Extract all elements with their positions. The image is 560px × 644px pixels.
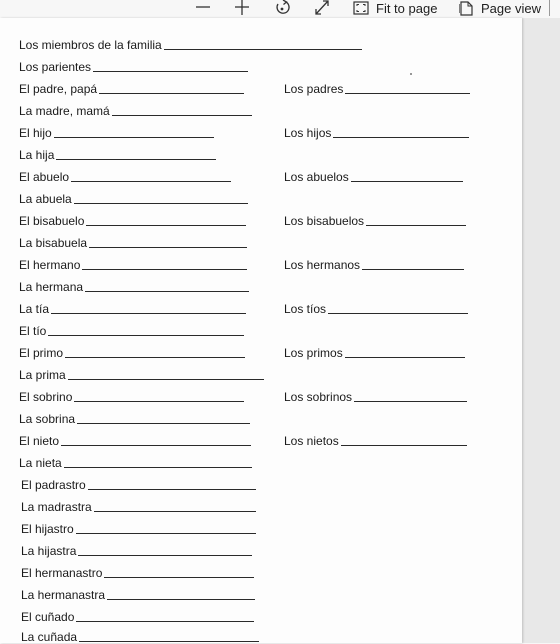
worksheet-term: La nieta bbox=[19, 456, 62, 470]
worksheet-row-right bbox=[284, 342, 465, 360]
worksheet-row-right bbox=[284, 78, 470, 96]
worksheet-term: El abuelo bbox=[19, 170, 70, 184]
fit-to-page-label: Fit to page bbox=[376, 0, 438, 16]
worksheet-row-right bbox=[284, 122, 469, 140]
worksheet-row-left bbox=[21, 584, 255, 602]
answer-blank[interactable] bbox=[86, 225, 246, 226]
worksheet-term: El padrastro bbox=[21, 478, 86, 492]
answer-blank[interactable] bbox=[56, 159, 216, 160]
answer-blank[interactable] bbox=[328, 313, 468, 314]
worksheet-term: El bisabuelo bbox=[19, 214, 85, 228]
answer-blank[interactable] bbox=[76, 621, 254, 622]
answer-blank[interactable] bbox=[345, 93, 470, 94]
answer-blank[interactable] bbox=[345, 357, 465, 358]
worksheet-row-left bbox=[19, 430, 251, 448]
worksheet-term-plural: Los sobrinos bbox=[284, 390, 353, 404]
answer-blank[interactable] bbox=[74, 401, 244, 402]
worksheet-term-plural: Los hijos bbox=[284, 126, 332, 140]
worksheet-row-left bbox=[19, 232, 247, 250]
worksheet-row-left bbox=[19, 34, 362, 52]
answer-blank[interactable] bbox=[61, 445, 251, 446]
answer-blank[interactable] bbox=[362, 269, 464, 270]
answer-blank[interactable] bbox=[351, 181, 463, 182]
answer-blank[interactable] bbox=[94, 511, 256, 512]
worksheet-row-left bbox=[19, 276, 249, 294]
worksheet-term: El hijastro bbox=[21, 522, 74, 536]
worksheet-row-left bbox=[21, 496, 256, 514]
worksheet-term: El hermano bbox=[19, 258, 81, 272]
worksheet-term: La madre, mamá bbox=[19, 104, 110, 118]
worksheet-term: La prima bbox=[19, 368, 66, 382]
worksheet-row-left bbox=[21, 474, 256, 492]
worksheet-row-left bbox=[19, 100, 252, 118]
fullscreen-button[interactable] bbox=[309, 0, 335, 18]
answer-blank[interactable] bbox=[65, 357, 245, 358]
answer-blank[interactable] bbox=[99, 93, 244, 94]
worksheet-row-left bbox=[19, 386, 244, 404]
worksheet-row-right bbox=[284, 166, 463, 184]
worksheet-term: El sobrino bbox=[19, 390, 73, 404]
answer-blank[interactable] bbox=[366, 225, 466, 226]
worksheet-term: La bisabuela bbox=[19, 236, 88, 250]
worksheet-row-left bbox=[19, 298, 246, 316]
answer-blank[interactable] bbox=[112, 115, 252, 116]
answer-blank[interactable] bbox=[341, 445, 467, 446]
answer-blank[interactable] bbox=[89, 247, 247, 248]
zoom-out-button[interactable] bbox=[190, 0, 216, 18]
answer-blank[interactable] bbox=[76, 533, 256, 534]
answer-blank[interactable] bbox=[85, 291, 249, 292]
worksheet-row-left bbox=[21, 540, 252, 558]
worksheet-row-right bbox=[284, 430, 467, 448]
worksheet-row-left bbox=[19, 122, 214, 140]
answer-blank[interactable] bbox=[333, 137, 469, 138]
answer-blank[interactable] bbox=[64, 467, 252, 468]
worksheet-term: Los parientes bbox=[19, 60, 92, 74]
worksheet-row-left bbox=[19, 364, 264, 382]
worksheet-row-left bbox=[19, 188, 248, 206]
viewer-toolbar bbox=[0, 0, 560, 18]
answer-blank[interactable] bbox=[48, 335, 244, 336]
worksheet-row-left bbox=[19, 254, 247, 272]
answer-blank[interactable] bbox=[77, 423, 250, 424]
worksheet-term: El primo bbox=[19, 346, 64, 360]
answer-blank[interactable] bbox=[68, 379, 264, 380]
answer-blank[interactable] bbox=[107, 599, 255, 600]
worksheet-term: La hermana bbox=[19, 280, 84, 294]
worksheet-term-plural: Los nietos bbox=[284, 434, 339, 448]
rotate-icon bbox=[274, 0, 292, 18]
worksheet-term: El hermanastro bbox=[21, 566, 103, 580]
worksheet-term: La madrastra bbox=[21, 500, 92, 514]
worksheet-row-left bbox=[21, 606, 254, 624]
answer-blank[interactable] bbox=[164, 49, 362, 50]
page-view-button[interactable] bbox=[459, 0, 541, 17]
answer-blank[interactable] bbox=[51, 313, 246, 314]
worksheet-term: La hermanastra bbox=[21, 588, 106, 602]
worksheet-row-left bbox=[19, 342, 245, 360]
minus-icon bbox=[194, 0, 212, 14]
answer-blank[interactable] bbox=[71, 181, 231, 182]
worksheet-term: La tía bbox=[19, 302, 50, 316]
worksheet-term-plural: Los hermanos bbox=[284, 258, 361, 272]
worksheet-term: La hija bbox=[19, 148, 55, 162]
worksheet-term: El cuñado bbox=[21, 610, 75, 624]
worksheet-term: El tío bbox=[19, 324, 47, 338]
worksheet-row-left bbox=[19, 210, 246, 228]
worksheet-term: La sobrina bbox=[19, 412, 76, 426]
worksheet-term-plural: Los abuelos bbox=[284, 170, 349, 184]
answer-blank[interactable] bbox=[79, 641, 259, 642]
worksheet-row-left bbox=[19, 78, 244, 96]
answer-blank[interactable] bbox=[54, 137, 214, 138]
worksheet-row-right bbox=[284, 298, 468, 316]
worksheet-row-left bbox=[21, 518, 256, 536]
page-view-label: Page view bbox=[481, 0, 541, 16]
answer-blank[interactable] bbox=[93, 71, 248, 72]
worksheet-row-left bbox=[19, 166, 231, 184]
worksheet-term: La abuela bbox=[19, 192, 72, 206]
fit-to-page-icon bbox=[353, 1, 369, 15]
worksheet-row-right bbox=[284, 254, 464, 272]
toolbar-divider bbox=[549, 0, 550, 16]
page-view-icon bbox=[459, 1, 474, 16]
worksheet-term-plural: Los bisabuelos bbox=[284, 214, 365, 228]
worksheet-row-right bbox=[284, 386, 467, 404]
plus-icon bbox=[233, 0, 251, 16]
worksheet-row-left bbox=[21, 562, 254, 580]
worksheet-row-left bbox=[19, 56, 248, 74]
answer-blank[interactable] bbox=[104, 577, 254, 578]
worksheet-term: La cuñada bbox=[21, 630, 78, 644]
worksheet-term-plural: Los padres bbox=[284, 82, 344, 96]
answer-blank[interactable] bbox=[78, 555, 252, 556]
fit-to-page-button[interactable] bbox=[353, 0, 437, 17]
worksheet-row-left bbox=[21, 626, 259, 644]
answer-blank[interactable] bbox=[74, 203, 248, 204]
worksheet-term-plural: Los tíos bbox=[284, 302, 327, 316]
answer-blank[interactable] bbox=[354, 401, 467, 402]
zoom-in-button[interactable] bbox=[229, 0, 255, 18]
worksheet-term: El hijo bbox=[19, 126, 52, 140]
answer-blank[interactable] bbox=[88, 489, 256, 490]
worksheet-row-right bbox=[284, 210, 466, 228]
worksheet-row-left bbox=[19, 320, 244, 338]
rotate-button[interactable] bbox=[270, 0, 296, 18]
worksheet-term: Los miembros de la familia bbox=[19, 38, 162, 52]
scan-speck bbox=[410, 73, 412, 75]
worksheet-page[interactable] bbox=[0, 18, 522, 643]
worksheet-row-left bbox=[19, 452, 252, 470]
worksheet-row-left bbox=[19, 408, 250, 426]
fullscreen-icon bbox=[313, 0, 331, 16]
answer-blank[interactable] bbox=[82, 269, 247, 270]
worksheet-term: El nieto bbox=[19, 434, 60, 448]
worksheet-term-plural: Los primos bbox=[284, 346, 343, 360]
worksheet-term: El padre, papá bbox=[19, 82, 98, 96]
worksheet-row-left bbox=[19, 144, 216, 162]
worksheet-term: La hijastra bbox=[21, 544, 77, 558]
